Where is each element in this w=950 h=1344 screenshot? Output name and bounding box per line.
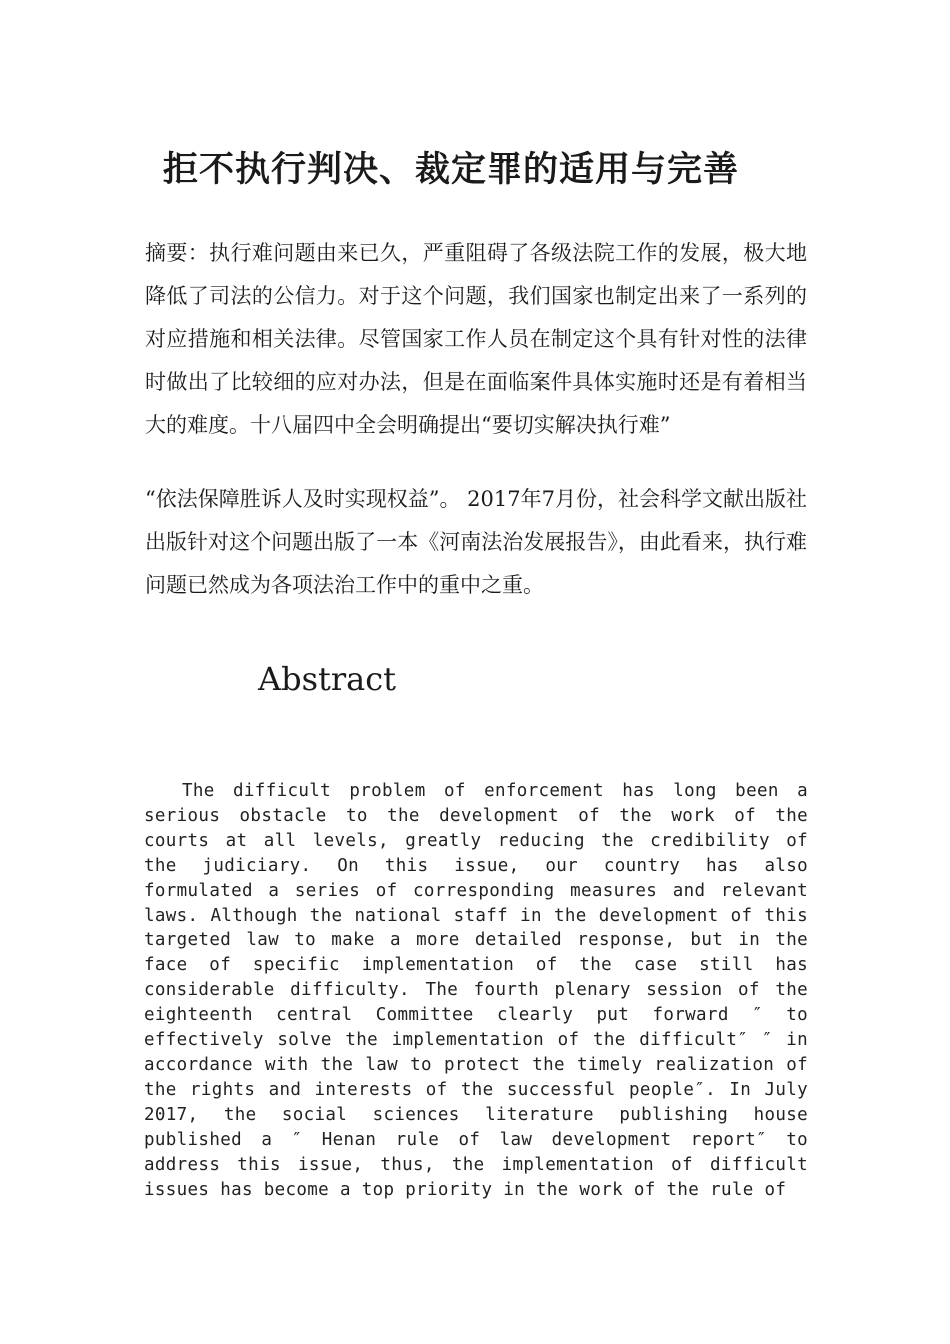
abstract-heading: Abstract xyxy=(258,660,397,698)
chinese-abstract-text-2: “依法保障胜诉人及时实现权益”。 2017年7月份，社会科学文献出版社出版针对这个问题出版了一本《河南法治发展报告》，由此看来，执行难问题已然成为各项法治工作中的重中之重。 xyxy=(145,487,807,597)
chinese-abstract-paragraph-1 xyxy=(145,232,807,447)
english-abstract-text: The difficult problem of enforcement has long been a serious obstacle to the development of the work of the courts at all levels, greatly reducing the credibility of the judiciary. On this issue, our country has also formulated a series of corresponding measures and relevant laws. Although the national staff in the development of this targeted law to make a more detailed response, but in the face of specific implementation of the case still has considerable difficulty. The fourth plenary session of the eighteenth central Committee clearly put forward ″ to effectively solve the implementation of the difficult″ ″ in accordance with the law to protect the timely realization of the rights and interests of the successful people″. In July 2017, the social sciences literature publishing house published a ″ Henan rule of law development report″ to address this issue, thus, the implementation of difficult issues has become a top priority in the work of the rule of xyxy=(144,781,808,1200)
chinese-abstract-paragraph-2 xyxy=(145,478,807,607)
chinese-abstract-text-1: 摘要：执行难问题由来已久，严重阻碍了各级法院工作的发展，极大地降低了司法的公信力。对于这个问题，我们国家也制定出来了一系列的对应措施和相关法律。尽管国家工作人员在制定这个具有针对性的法律时做出了比较细的应对办法，但是在面临案件具体实施时还是有着相当大的难度。十八届四中全会明确提出“要切实解决执行难” xyxy=(145,241,807,437)
document-title: 拒不执行判决、裁定罪的适用与完善 xyxy=(163,149,740,190)
